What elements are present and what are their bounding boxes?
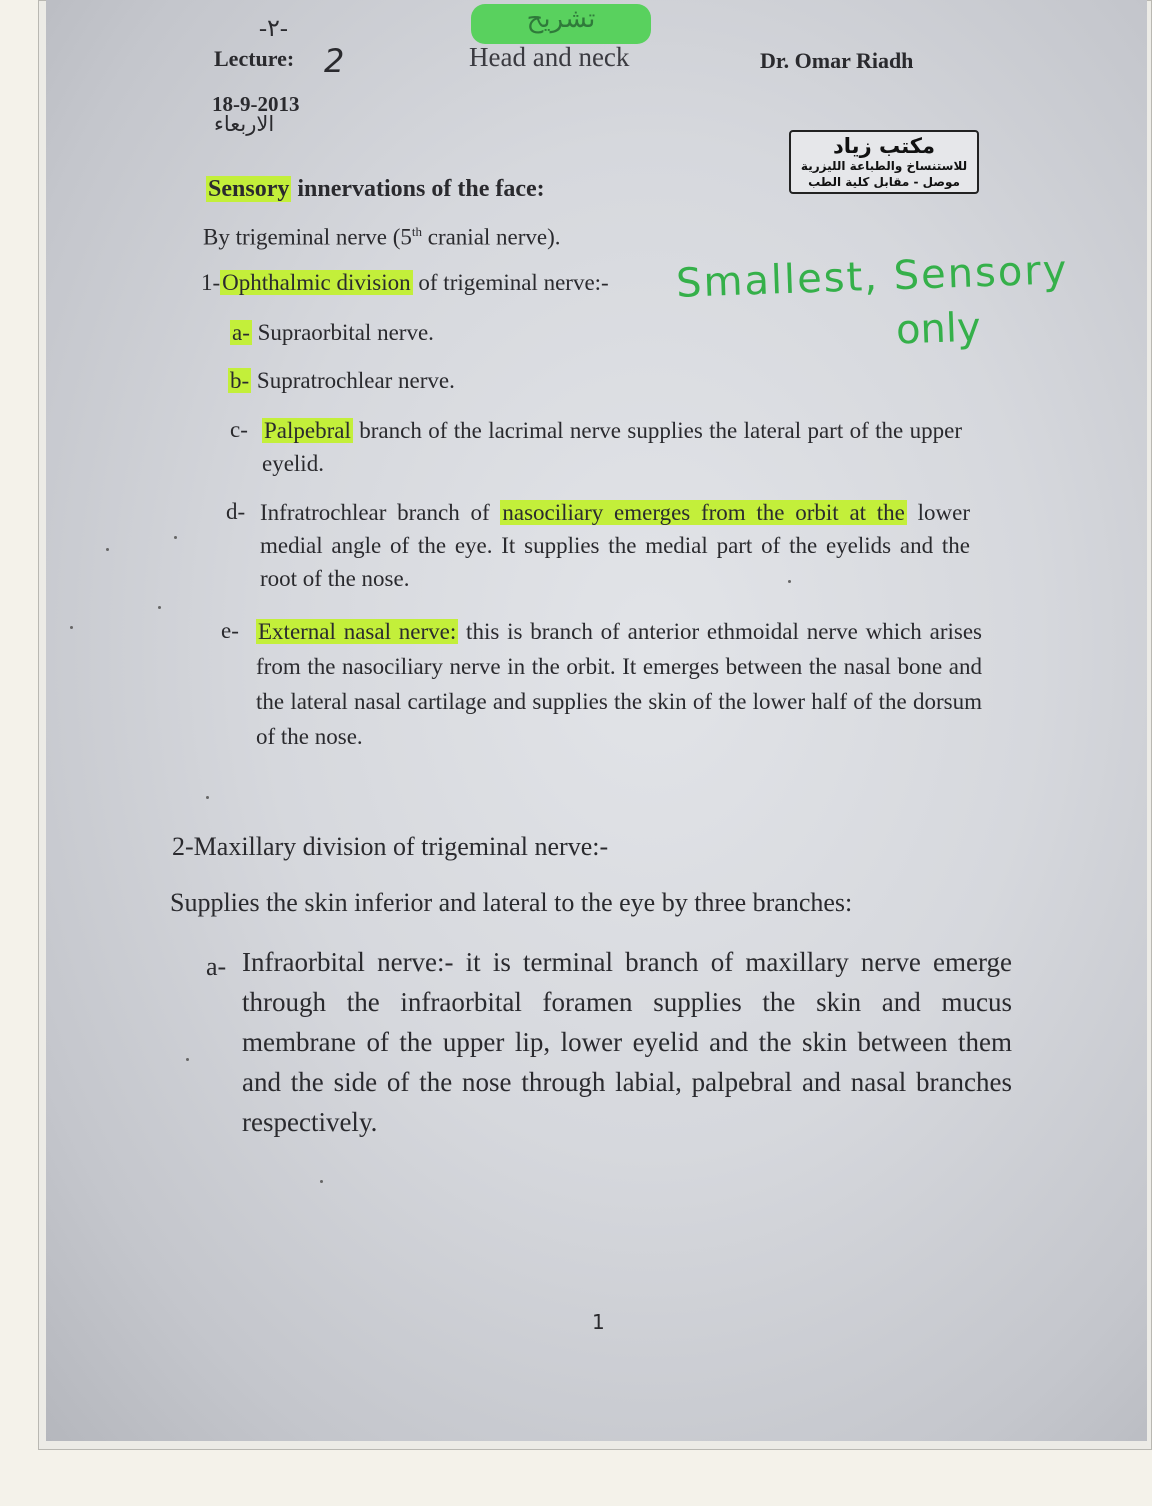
intro-line: [203, 224, 561, 251]
ophthalmic-item-d-marker: d-: [226, 499, 246, 524]
item-highlight: External nasal nerve:: [258, 619, 457, 644]
intro-text: By trigeminal nerve (5: [203, 224, 412, 250]
item-highlight: Palpebral: [264, 418, 351, 443]
topic-title: Head and neck: [469, 42, 630, 72]
intro-superscript: th: [411, 224, 422, 239]
stamp-line-2: للاستنساخ والطباعة الليزرية: [800, 159, 968, 173]
ophthalmic-heading: [201, 270, 609, 296]
maxillary-item-a: [242, 942, 1012, 1142]
paper-speck: [186, 1058, 189, 1061]
paper-speck: [788, 580, 791, 583]
item-text: Supratrochlear nerve.: [256, 368, 455, 393]
section-title: [206, 176, 545, 203]
item-text: lower medial angle of the eye. It supplies the medial part of the eyelids and the root of the nose.: [260, 500, 970, 591]
item-highlight: nasociliary emerges from the orbit at the: [502, 500, 905, 525]
item-text: Supraorbital nerve.: [257, 320, 434, 345]
paper-speck: [106, 548, 109, 551]
item-text: branch of the lacrimal nerve supplies the lateral part of the upper eyelid.: [262, 418, 962, 476]
section-title-highlight: Sensory: [208, 176, 290, 202]
maxillary-heading: 2-Maxillary division of trigeminal nerve:-: [172, 832, 609, 861]
item-pre: Infratrochlear branch of: [260, 500, 501, 525]
lecture-number: 2: [324, 42, 345, 80]
paper-speck: [158, 606, 161, 609]
page-marker: -٢-: [259, 16, 288, 42]
ophthalmic-item-c-marker: c-: [230, 417, 248, 442]
ophthalmic-item-e: [256, 614, 982, 754]
ophthalmic-highlight: Ophthalmic division: [222, 270, 411, 295]
lecture-date: 18-9-2013: [212, 92, 300, 116]
ophthalmic-item-b: [228, 368, 455, 394]
ophthalmic-rest: of trigeminal nerve:-: [412, 270, 609, 295]
section-title-rest: innervations of the face:: [291, 176, 545, 202]
maxillary-intro: Supplies the skin inferior and lateral to the eye by three branches:: [170, 888, 853, 917]
lecturer-name: Dr. Omar Riadh: [760, 48, 914, 73]
item-text: Infraorbital nerve:- it is terminal branch of maxillary nerve emerge through the infraorbital foramen supplies the skin and mucus membrane of the upper lip, lower eyelid and the skin between them and the side of the nose through labial, palpebral and nasal branches respectively.: [242, 947, 1012, 1137]
paper-speck: [70, 626, 73, 629]
paper-speck: [206, 796, 209, 799]
day-arabic: الاربعاء: [214, 112, 275, 136]
ophthalmic-item-c: [262, 414, 962, 480]
handwritten-note-smallest: Smallest, Sensory: [675, 247, 1070, 307]
ophthalmic-item-a: [230, 320, 434, 346]
print-shop-stamp: [789, 130, 979, 194]
stamp-line-1: مكتب زياد: [833, 134, 935, 158]
handwritten-note-only: only: [895, 304, 982, 354]
subject-arabic: تشريح: [471, 4, 651, 44]
document-photo: [46, 0, 1147, 1441]
lecture-label: Lecture:: [214, 46, 295, 71]
maxillary-item-a-marker: a-: [206, 952, 227, 981]
ophthalmic-item-e-marker: e-: [221, 618, 239, 643]
ophthalmic-prefix: 1-: [201, 270, 221, 295]
item-marker: b-: [230, 368, 250, 393]
intro-end: cranial nerve).: [421, 224, 561, 250]
item-marker: a-: [232, 320, 250, 345]
item-text: this is branch of anterior ethmoidal nerve which arises from the nasociliary nerve in the orbit. It emerges between the nasal bone and the lateral nasal cartilage and supplies the skin of the lower half of the dorsum of the nose.: [256, 619, 982, 749]
page-number: 1: [592, 1310, 605, 1334]
paper-speck: [320, 1180, 323, 1183]
stamp-line-3: موصل - مقابل كلية الطب: [808, 175, 960, 189]
ophthalmic-item-d: [260, 496, 970, 595]
paper-speck: [174, 536, 177, 539]
